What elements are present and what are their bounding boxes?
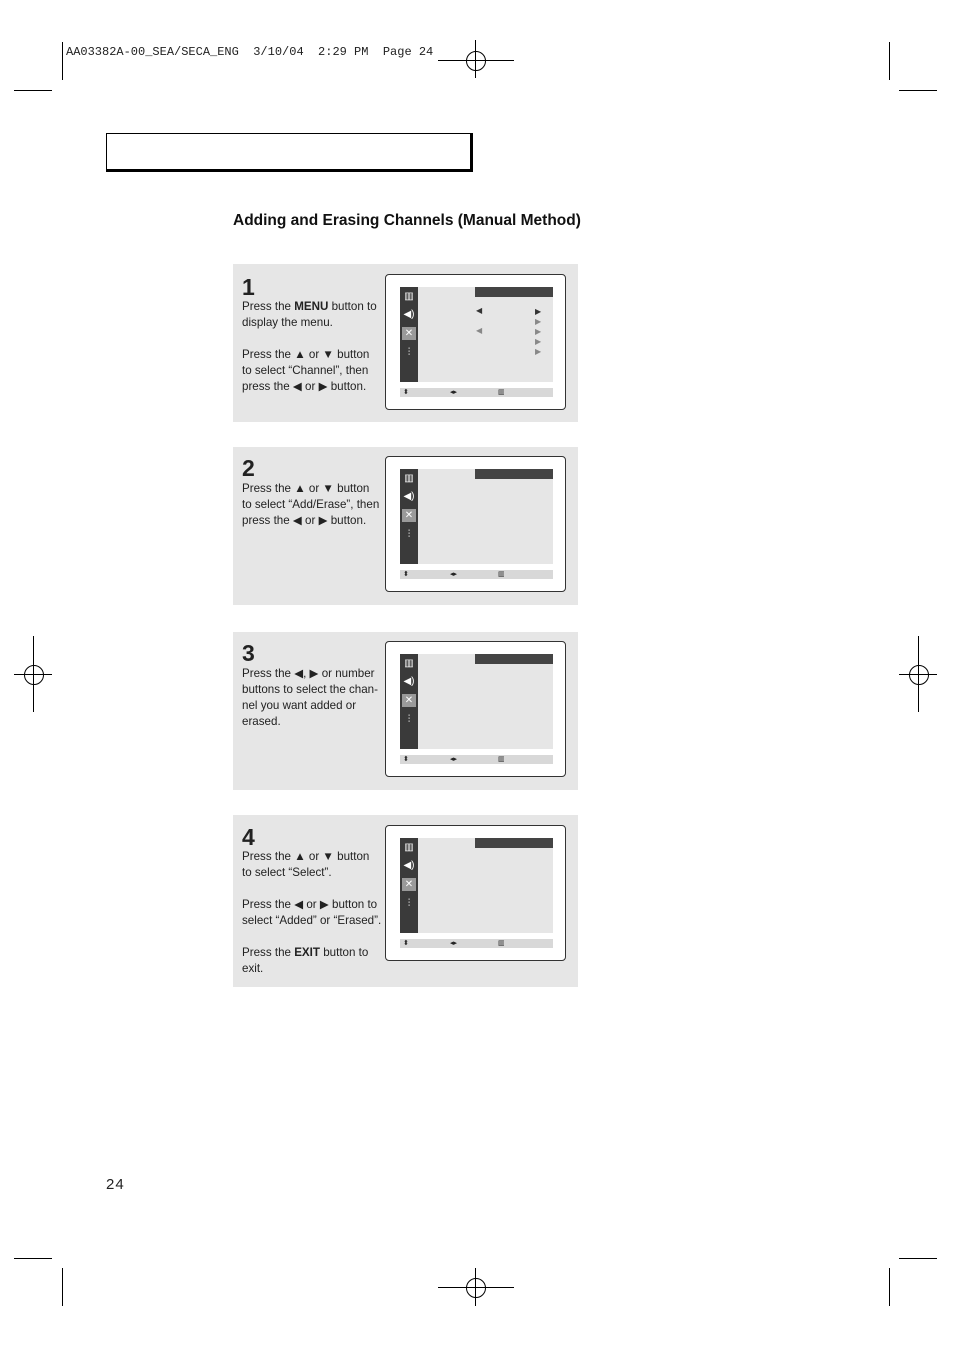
menu-sidebar	[400, 654, 418, 749]
left-right-icon: ◂▸	[450, 940, 458, 947]
picture-icon: ▥	[404, 291, 414, 302]
setup-sliders-icon: ⫶	[407, 714, 411, 725]
step-number: 2	[242, 455, 255, 481]
menu-footer	[400, 939, 553, 948]
print-slug: AA03382A-00_SEA/SECA_ENG 3/10/04 2:29 PM Page 24	[66, 45, 434, 59]
sound-icon: ◀)	[403, 860, 415, 871]
registration-mark-icon	[466, 1278, 486, 1298]
menu-title-bar	[475, 838, 553, 848]
crop-mark	[899, 90, 937, 91]
crop-mark	[62, 1268, 63, 1306]
registration-line	[475, 40, 476, 78]
crop-mark	[889, 42, 890, 80]
registration-line	[33, 636, 34, 712]
sound-icon: ◀)	[403, 676, 415, 687]
step-paragraph: Press the ▲ or ▼ button to select “Select”.	[242, 850, 370, 879]
menu-icon: ▥	[498, 940, 505, 947]
step-panel-1	[233, 264, 578, 422]
step-text	[242, 299, 382, 411]
left-right-icon: ◂▸	[450, 389, 458, 396]
step-paragraph: Press the ▲ or ▼ button to select “Channel”, then press the ◀ or ▶ button.	[242, 348, 370, 393]
right-arrow-icon: ▶	[535, 337, 542, 346]
antenna-icon: ✕	[402, 694, 416, 707]
sound-icon: ◀)	[403, 491, 415, 502]
menu-icon: ▥	[498, 756, 505, 763]
page-heading: Adding and Erasing Channels (Manual Method)	[233, 212, 581, 229]
setup-sliders-icon: ⫶	[407, 898, 411, 909]
crop-mark	[899, 1258, 937, 1259]
picture-icon: ▥	[404, 473, 414, 484]
left-arrow-icon: ◀	[476, 326, 483, 335]
step-panel-2	[233, 447, 578, 605]
crop-mark	[14, 90, 52, 91]
right-arrow-icon: ▶	[535, 327, 542, 336]
step-number: 4	[242, 824, 255, 850]
left-right-icon: ◂▸	[450, 756, 458, 763]
menu-icon: ▥	[498, 571, 505, 578]
sound-icon: ◀)	[403, 309, 415, 320]
step-text	[242, 849, 382, 993]
registration-line	[438, 1287, 514, 1288]
step-paragraph: Press the EXIT button to exit.	[242, 946, 369, 975]
menu-footer	[400, 570, 553, 579]
setup-sliders-icon: ⫶	[407, 529, 411, 540]
menu-content	[418, 287, 553, 382]
menu-sidebar	[400, 287, 418, 382]
step-paragraph: Press the MENU button to display the menu.	[242, 300, 377, 329]
menu-title-bar	[475, 654, 553, 664]
up-down-icon: ⬍	[403, 571, 409, 578]
registration-line	[475, 1268, 476, 1306]
step-paragraph: Press the ◀, ▶ or number buttons to select the chan-nel you want added or erased.	[242, 667, 378, 728]
right-arrow-icon: ▶	[535, 347, 542, 356]
menu-sidebar	[400, 469, 418, 564]
crop-mark	[14, 1258, 52, 1259]
up-down-icon: ⬍	[403, 389, 409, 396]
right-arrow-icon: ▶	[535, 307, 542, 316]
antenna-icon: ✕	[402, 878, 416, 891]
step-paragraph: Press the ◀ or ▶ button to select “Added” or “Erased”.	[242, 898, 382, 927]
left-arrow-icon: ◀	[476, 306, 483, 315]
registration-mark-icon	[466, 51, 486, 71]
tv-menu-screen	[385, 825, 566, 961]
crop-mark	[889, 1268, 890, 1306]
up-down-icon: ⬍	[403, 940, 409, 947]
up-down-icon: ⬍	[403, 756, 409, 763]
menu-content	[418, 469, 553, 564]
menu-content	[418, 654, 553, 749]
tv-menu-screen	[385, 274, 566, 410]
registration-mark-icon	[24, 665, 44, 685]
right-arrow-icon: ▶	[535, 317, 542, 326]
setup-sliders-icon: ⫶	[407, 347, 411, 358]
menu-icon: ▥	[498, 389, 505, 396]
tv-menu-screen	[385, 641, 566, 777]
picture-icon: ▥	[404, 658, 414, 669]
antenna-icon: ✕	[402, 327, 416, 340]
antenna-icon: ✕	[402, 509, 416, 522]
menu-sidebar	[400, 838, 418, 933]
step-panel-3	[233, 632, 578, 790]
registration-mark-icon	[909, 665, 929, 685]
tv-menu-screen	[385, 456, 566, 592]
step-number: 1	[242, 274, 255, 300]
step-text	[242, 666, 382, 746]
registration-line	[438, 60, 514, 61]
menu-title-bar	[475, 287, 553, 297]
step-number: 3	[242, 640, 255, 666]
picture-icon: ▥	[404, 842, 414, 853]
menu-footer	[400, 388, 553, 397]
crop-mark	[62, 42, 63, 80]
menu-content	[418, 838, 553, 933]
page-number: 24	[106, 1176, 125, 1193]
button-name: EXIT	[294, 946, 320, 959]
step-panel-4	[233, 815, 578, 987]
registration-line	[918, 636, 919, 712]
menu-footer	[400, 755, 553, 764]
menu-title-bar	[475, 469, 553, 479]
left-right-icon: ◂▸	[450, 571, 458, 578]
step-paragraph: Press the ▲ or ▼ button to select “Add/Erase”, then press the ◀ or ▶ button.	[242, 482, 380, 527]
button-name: MENU	[294, 300, 329, 313]
step-text	[242, 481, 382, 545]
section-title-box	[106, 133, 473, 172]
